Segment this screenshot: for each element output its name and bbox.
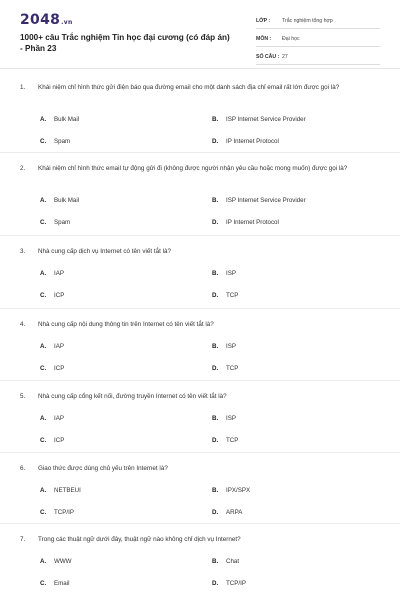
option-letter: B.	[212, 116, 219, 123]
option-text: Spam	[54, 219, 71, 226]
option-letter: B.	[212, 487, 219, 494]
logo-text: 2048	[20, 12, 61, 28]
answer-option-a[interactable]	[40, 487, 81, 494]
option-text: ARPA	[226, 509, 243, 516]
option-letter: B.	[212, 415, 219, 422]
option-text: TCP	[226, 365, 239, 372]
option-text: TCP	[226, 437, 239, 444]
answer-option-d[interactable]	[212, 138, 279, 145]
question-divider	[0, 308, 400, 309]
option-text: TCP	[226, 292, 239, 299]
answer-option-a[interactable]	[40, 415, 64, 422]
option-text: ISP	[226, 270, 236, 277]
answer-option-b[interactable]	[212, 343, 236, 350]
option-text: IPX/SPX	[226, 487, 251, 494]
option-text: Spam	[54, 138, 71, 145]
answer-option-b[interactable]	[212, 487, 250, 494]
answer-option-d[interactable]	[212, 292, 238, 299]
question-body: Giao thức được dùng chủ yếu trên Internet là?	[38, 465, 168, 472]
question-number: 2.	[20, 165, 26, 172]
question-body: Khái niệm chỉ hình thức email tự động gửi đi (không được người nhận yêu cầu hoặc mong muốn) được gọi là?	[38, 165, 348, 172]
option-text: IAP	[54, 270, 64, 277]
answer-option-c[interactable]	[40, 292, 64, 299]
option-text: ICP	[54, 437, 65, 444]
answer-option-d[interactable]	[212, 580, 246, 587]
option-letter: D.	[212, 292, 219, 299]
question-number: 7.	[20, 536, 26, 543]
answer-option-a[interactable]	[40, 343, 64, 350]
question-body: Nhà cung cấp cổng kết nối, đường truyền Internet có tên viết tắt là?	[38, 393, 227, 400]
answer-option-a[interactable]	[40, 558, 72, 565]
question-number: 4.	[20, 321, 26, 328]
answer-option-c[interactable]	[40, 509, 74, 516]
logo-suffix: .vn	[61, 19, 73, 26]
page-title: 1000+ câu Trắc nghiệm Tin học đại cương (có đáp án) - Phần 23	[20, 33, 230, 53]
meta-value: Đại học	[282, 36, 300, 42]
question-number: 6.	[20, 465, 26, 472]
option-text: Bulk Mail	[54, 116, 80, 123]
page-header	[0, 0, 400, 64]
question-number: 5.	[20, 393, 26, 400]
question-divider	[0, 452, 400, 453]
option-letter: A.	[40, 343, 47, 350]
option-letter: C.	[40, 292, 47, 299]
answer-option-c[interactable]	[40, 219, 70, 226]
answer-option-d[interactable]	[212, 219, 279, 226]
option-letter: A.	[40, 197, 47, 204]
answer-option-b[interactable]	[212, 558, 239, 565]
option-letter: C.	[40, 580, 47, 587]
header-divider	[0, 68, 400, 69]
option-letter: A.	[40, 487, 47, 494]
question-text	[20, 535, 380, 545]
option-letter: C.	[40, 365, 47, 372]
option-text: ICP	[54, 365, 65, 372]
option-letter: C.	[40, 437, 47, 444]
answer-option-c[interactable]	[40, 138, 70, 145]
question-body: Trong các thuật ngữ dưới đây, thuật ngữ nào không chỉ dịch vụ Internet?	[38, 536, 241, 543]
option-letter: A.	[40, 558, 47, 565]
question-text	[20, 164, 380, 174]
meta-row-subject	[256, 32, 380, 47]
option-text: Bulk Mail	[54, 197, 80, 204]
option-letter: B.	[212, 558, 219, 565]
question-body: Khái niệm chỉ hình thức gửi điện báo qua đường email cho một danh sách địa chỉ email rất lớn được gọi là?	[38, 84, 340, 91]
answer-option-d[interactable]	[212, 437, 238, 444]
question-text	[20, 83, 380, 93]
meta-label: LỚP :	[256, 18, 271, 24]
option-text: IAP	[54, 415, 64, 422]
question-body: Nhà cung cấp nội dung thông tin trên Internet có tên viết tắt là?	[38, 321, 214, 328]
option-letter: C.	[40, 138, 47, 145]
answer-option-c[interactable]	[40, 580, 69, 587]
option-letter: D.	[212, 509, 219, 516]
meta-value: 27	[282, 54, 288, 60]
option-text: ISP Internet Service Provider	[226, 116, 306, 123]
question-divider	[0, 523, 400, 524]
option-text: IP Internet Protocol	[226, 138, 279, 145]
option-letter: B.	[212, 197, 219, 204]
answer-option-a[interactable]	[40, 197, 79, 204]
option-letter: A.	[40, 270, 47, 277]
option-text: Chat	[226, 558, 240, 565]
option-text: IAP	[54, 343, 64, 350]
question-text	[20, 464, 380, 474]
option-text: ICP	[54, 292, 65, 299]
answer-option-b[interactable]	[212, 415, 236, 422]
question-number: 1.	[20, 84, 26, 91]
option-text: IP Internet Protocol	[226, 219, 279, 226]
answer-option-b[interactable]	[212, 197, 306, 204]
answer-option-c[interactable]	[40, 437, 64, 444]
answer-option-a[interactable]	[40, 270, 64, 277]
option-letter: B.	[212, 343, 219, 350]
option-text: ISP Internet Service Provider	[226, 197, 306, 204]
option-letter: A.	[40, 415, 47, 422]
answer-option-b[interactable]	[212, 270, 236, 277]
question-number: 3.	[20, 248, 26, 255]
meta-info	[256, 14, 380, 68]
option-letter: D.	[212, 580, 219, 587]
question-text	[20, 392, 380, 402]
question-divider	[0, 380, 400, 381]
option-text: ISP	[226, 415, 236, 422]
meta-row-class	[256, 14, 380, 29]
answer-option-d[interactable]	[212, 509, 242, 516]
meta-value: Trắc nghiệm tổng hợp	[282, 18, 333, 24]
option-text: ISP	[226, 343, 236, 350]
question-body: Nhà cung cấp dịch vụ Internet có tên viết tắt là?	[38, 248, 172, 255]
meta-row-count	[256, 50, 380, 65]
option-letter: D.	[212, 219, 219, 226]
meta-label: MÔN :	[256, 36, 272, 42]
option-letter: D.	[212, 365, 219, 372]
question-divider	[0, 235, 400, 236]
question-divider	[0, 152, 400, 153]
meta-label: SỐ CÂU :	[256, 54, 280, 60]
option-text: TCP/IP	[54, 509, 74, 516]
answer-option-b[interactable]	[212, 116, 306, 123]
option-letter: D.	[212, 138, 219, 145]
option-letter: D.	[212, 437, 219, 444]
answer-option-a[interactable]	[40, 116, 79, 123]
site-logo[interactable]	[20, 12, 73, 28]
option-letter: C.	[40, 509, 47, 516]
option-text: NETBEUI	[54, 487, 81, 494]
question-text	[20, 320, 380, 330]
question-text	[20, 247, 380, 257]
option-letter: C.	[40, 219, 47, 226]
answer-option-d[interactable]	[212, 365, 238, 372]
option-letter: B.	[212, 270, 219, 277]
option-text: WWW	[54, 558, 72, 565]
option-text: Email	[54, 580, 70, 587]
option-text: TCP/IP	[226, 580, 246, 587]
answer-option-c[interactable]	[40, 365, 64, 372]
option-letter: A.	[40, 116, 47, 123]
